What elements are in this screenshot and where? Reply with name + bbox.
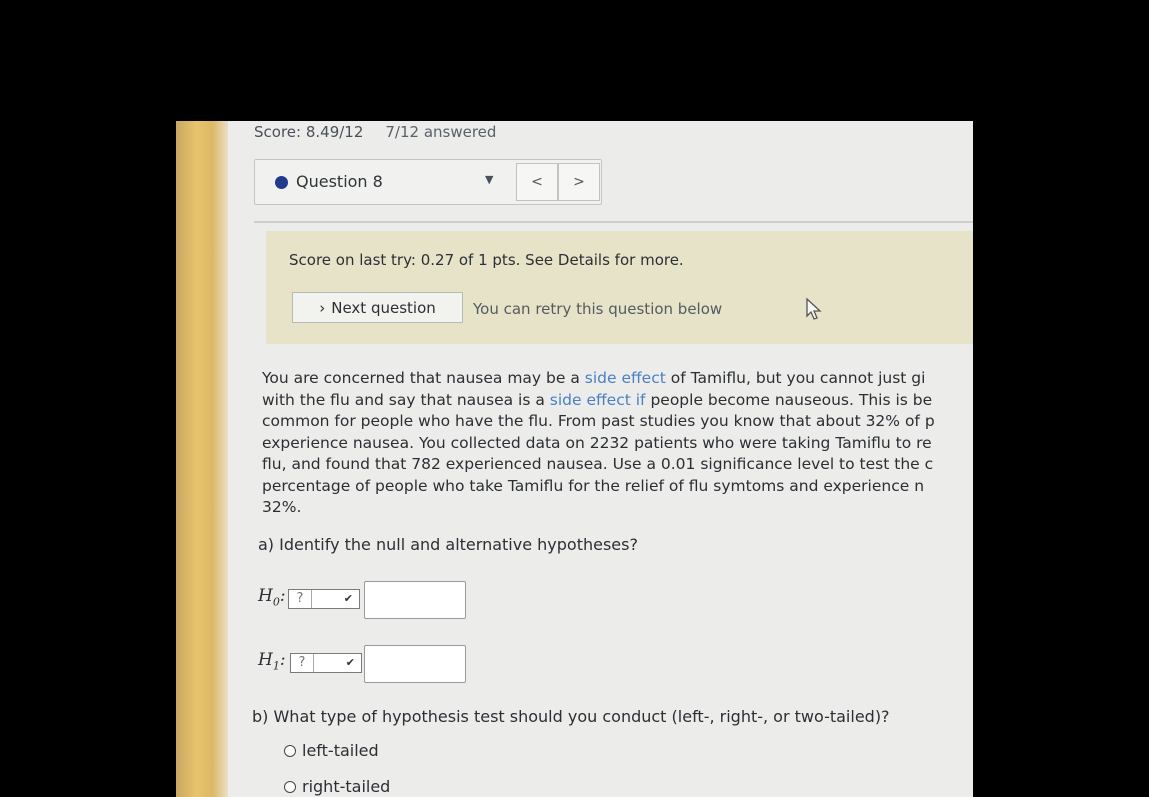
problem-line xyxy=(262,390,973,412)
problem-line xyxy=(262,411,973,433)
question-status-dot-icon xyxy=(275,176,288,189)
problem-line xyxy=(262,454,973,476)
next-question-button[interactable] xyxy=(292,292,463,323)
radio-left-tailed[interactable] xyxy=(284,741,379,760)
last-try-score-text: Score on last try: 0.27 of 1 pts. See Details for more. xyxy=(289,251,684,269)
radio-right-tailed[interactable] xyxy=(284,777,390,796)
divider xyxy=(254,221,973,223)
highlighted-term: side effect if xyxy=(549,390,646,409)
problem-text: with the flu and say that nausea is a xyxy=(262,390,550,409)
problem-text: common for people who have the flu. From past studies you know that about 32% of p xyxy=(262,412,935,430)
question-label[interactable]: Question 8 xyxy=(296,172,383,191)
problem-text: 32%. xyxy=(262,498,302,516)
previous-question-button[interactable]: < xyxy=(516,163,558,201)
retry-text: You can retry this question below xyxy=(473,300,723,318)
h0-label: $H_0$: xyxy=(258,586,286,609)
problem-statement xyxy=(262,368,973,519)
triangle-down-icon[interactable]: ▼ xyxy=(485,173,494,186)
problem-line xyxy=(262,368,973,390)
problem-text: You are concerned that nausea may be a xyxy=(262,369,585,387)
highlighted-term: side effect xyxy=(584,369,666,387)
h0-value-input[interactable] xyxy=(364,581,466,619)
radio-label: right-tailed xyxy=(302,777,391,796)
mouse-cursor-icon xyxy=(804,297,826,323)
next-question-arrow-button[interactable]: > xyxy=(558,163,600,201)
radio-label: left-tailed xyxy=(302,741,379,760)
next-question-label: Next question xyxy=(331,298,436,317)
part-b-question: b) What type of hypothesis test should you conduct (left-, right-, or two-tailed)? xyxy=(252,707,890,726)
score-text: Score: 8.49/12 xyxy=(254,123,364,141)
question-navigator xyxy=(254,159,602,205)
screen-bezel xyxy=(176,121,228,797)
h1-label: $H_1$: xyxy=(258,650,286,673)
chevron-down-icon: ✔ xyxy=(345,656,355,669)
problem-line xyxy=(262,476,973,498)
part-a-question: a) Identify the null and alternative hypotheses? xyxy=(258,535,638,554)
h1-operator-select[interactable] xyxy=(290,653,362,673)
problem-line xyxy=(262,497,973,519)
score-bar xyxy=(254,123,496,141)
radio-circle-icon[interactable] xyxy=(284,781,296,793)
h0-operator-select[interactable] xyxy=(288,589,360,609)
problem-text: percentage of people who take Tamiflu for the relief of flu symtoms and experience n xyxy=(262,476,925,495)
chevron-right-icon: › xyxy=(319,298,326,317)
problem-text: of Tamiflu, but you cannot just gi xyxy=(665,369,926,387)
problem-text: experience nausea. You collected data on 2232 patients who were taking Tamiflu to re xyxy=(262,433,932,452)
retry-notice-panel xyxy=(266,231,973,344)
problem-text: flu, and found that 782 experienced nausea. Use a 0.01 significance level to test the c xyxy=(262,455,934,473)
problem-text: people become nauseous. This is be xyxy=(645,390,933,409)
radio-circle-icon[interactable] xyxy=(284,745,296,757)
h0-select-value: ? xyxy=(289,590,312,608)
h1-select-value: ? xyxy=(291,654,314,672)
h1-value-input[interactable] xyxy=(364,645,466,683)
screen xyxy=(176,121,973,797)
problem-line xyxy=(262,433,973,455)
answered-count: 7/12 answered xyxy=(385,123,497,141)
chevron-down-icon: ✔ xyxy=(343,592,353,605)
